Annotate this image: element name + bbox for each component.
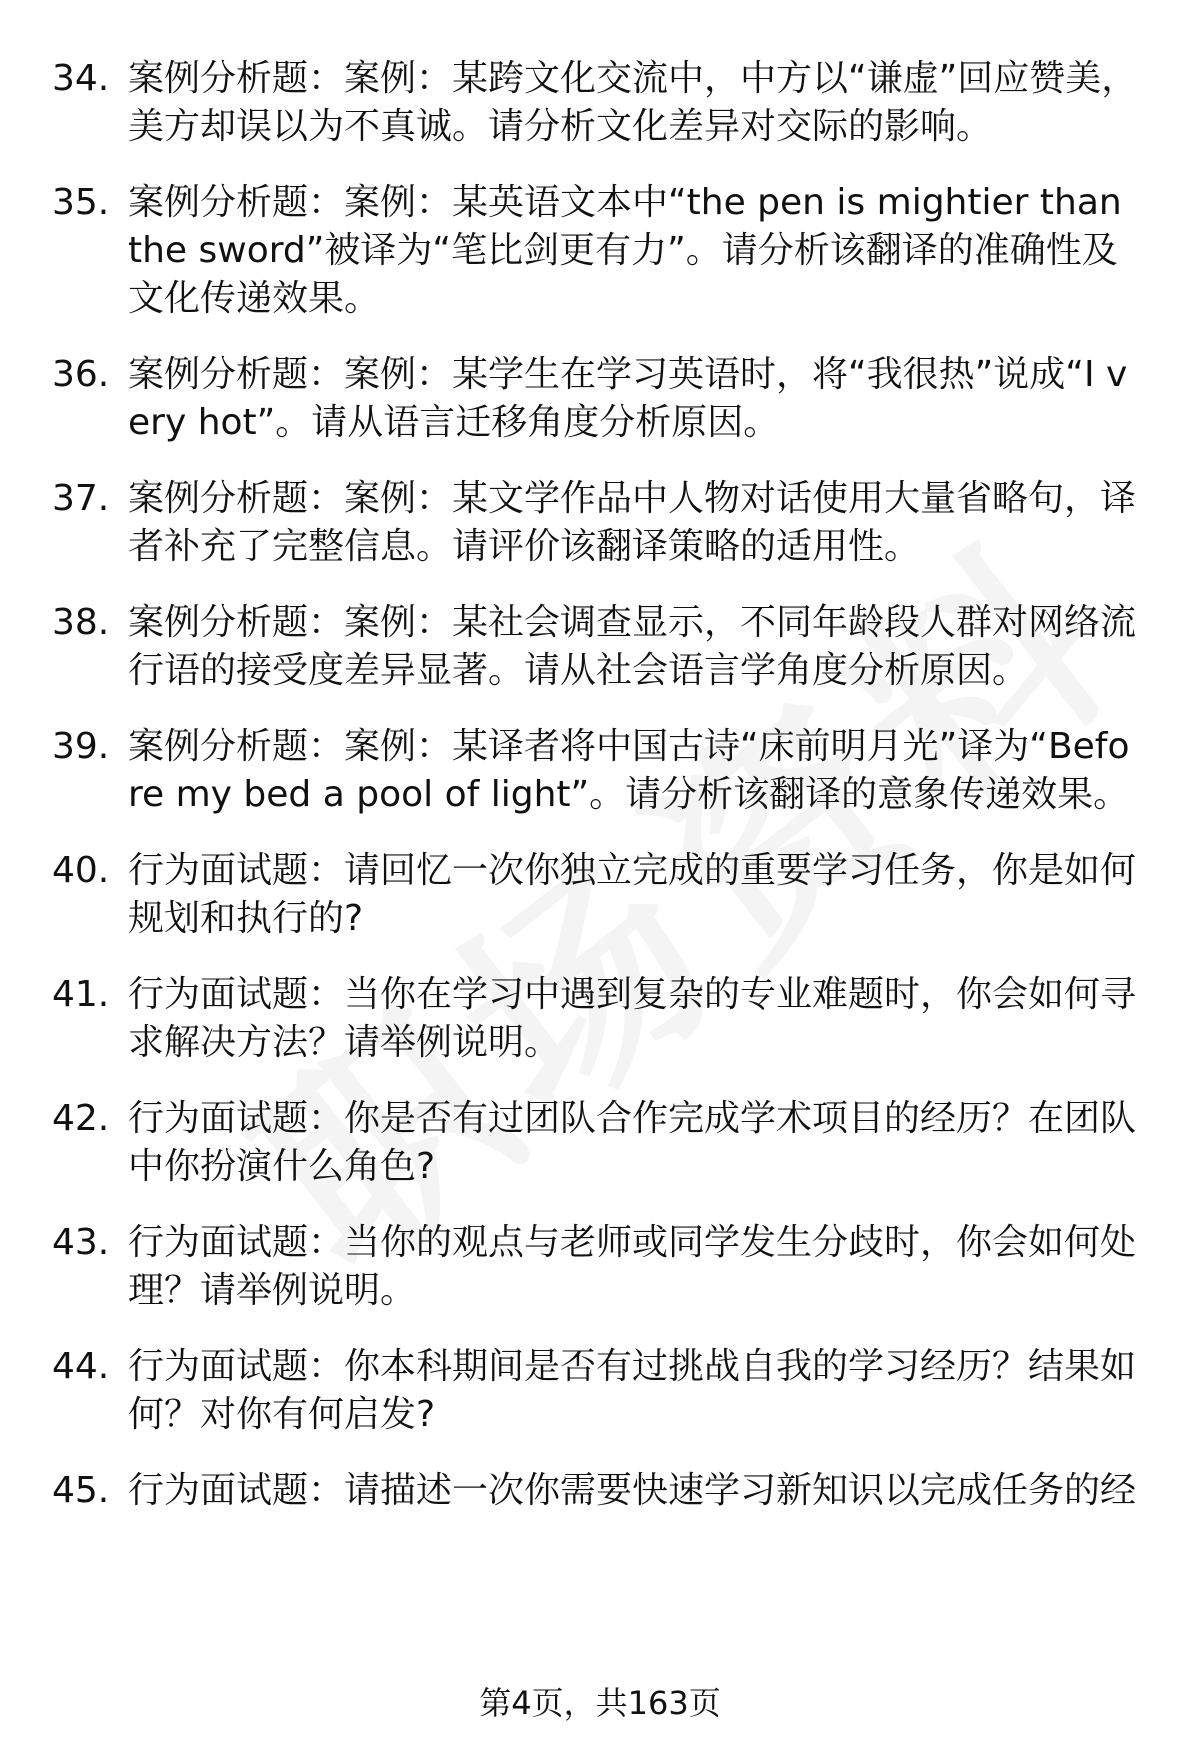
question-item [0,179,1200,323]
question-item [0,971,1200,1067]
question-text: 行为面试题：你是否有过团队合作完成学术项目的经历？在团队中你扮演什么角色? [128,1098,1137,1187]
question-number: 39. [52,726,110,767]
question-number: 45. [52,1470,110,1511]
question-item [0,1095,1200,1191]
question-number: 36. [52,354,110,395]
question-item [0,1343,1200,1439]
question-number: 37. [52,478,110,519]
question-number: 43. [52,1222,110,1263]
question-text: 行为面试题：你本科期间是否有过挑战自我的学习经历？结果如何？对你有何启发? [128,1346,1137,1435]
question-text: 案例分析题：案例：某学生在学习英语时，将“我很热”说成“I very hot”。请从语言迁移角度分析原因。 [128,354,1128,443]
question-text: 案例分析题：案例：某跨文化交流中，中方以“谦虚”回应赞美，美方却误以为不真诚。请分析文化差异对交际的影响。 [128,58,1138,147]
question-item [0,351,1200,447]
question-item [0,1219,1200,1315]
question-text: 案例分析题：案例：某社会调查显示，不同年龄段人群对网络流行语的接受度差异显著。请从社会语言学角度分析原因。 [128,602,1137,691]
question-item [0,1467,1200,1515]
question-item [0,599,1200,695]
question-list [0,55,1200,1543]
question-text: 案例分析题：案例：某译者将中国古诗“床前明月光”译为“Before my bed a pool of light”。请分析该翻译的意象传递效果。 [128,726,1130,815]
question-text: 案例分析题：案例：某文学作品中人物对话使用大量省略句，译者补充了完整信息。请评价该翻译策略的适用性。 [128,478,1137,567]
question-number: 35. [52,182,110,223]
page-number-label: 第4页，共163页 [479,1684,721,1722]
page-footer [0,1681,1200,1725]
question-number: 44. [52,1346,110,1387]
question-number: 40. [52,850,110,891]
question-text: 案例分析题：案例：某英语文本中“the pen is mightier than the sword”被译为“笔比剑更有力”。请分析该翻译的准确性及文化传递效果。 [128,182,1122,319]
question-number: 34. [52,58,110,99]
question-item [0,475,1200,571]
question-text: 行为面试题：当你在学习中遇到复杂的专业难题时，你会如何寻求解决方法？请举例说明。 [128,974,1137,1063]
question-text: 行为面试题：请描述一次你需要快速学习新知识以完成任务的经 [128,1470,1137,1511]
question-text: 行为面试题：请回忆一次你独立完成的重要学习任务，你是如何规划和执行的? [128,850,1137,939]
question-text: 行为面试题：当你的观点与老师或同学发生分歧时，你会如何处理？请举例说明。 [128,1222,1137,1311]
question-number: 42. [52,1098,110,1139]
question-item [0,847,1200,943]
question-number: 38. [52,602,110,643]
question-item [0,723,1200,819]
question-number: 41. [52,974,110,1015]
question-item [0,55,1200,151]
